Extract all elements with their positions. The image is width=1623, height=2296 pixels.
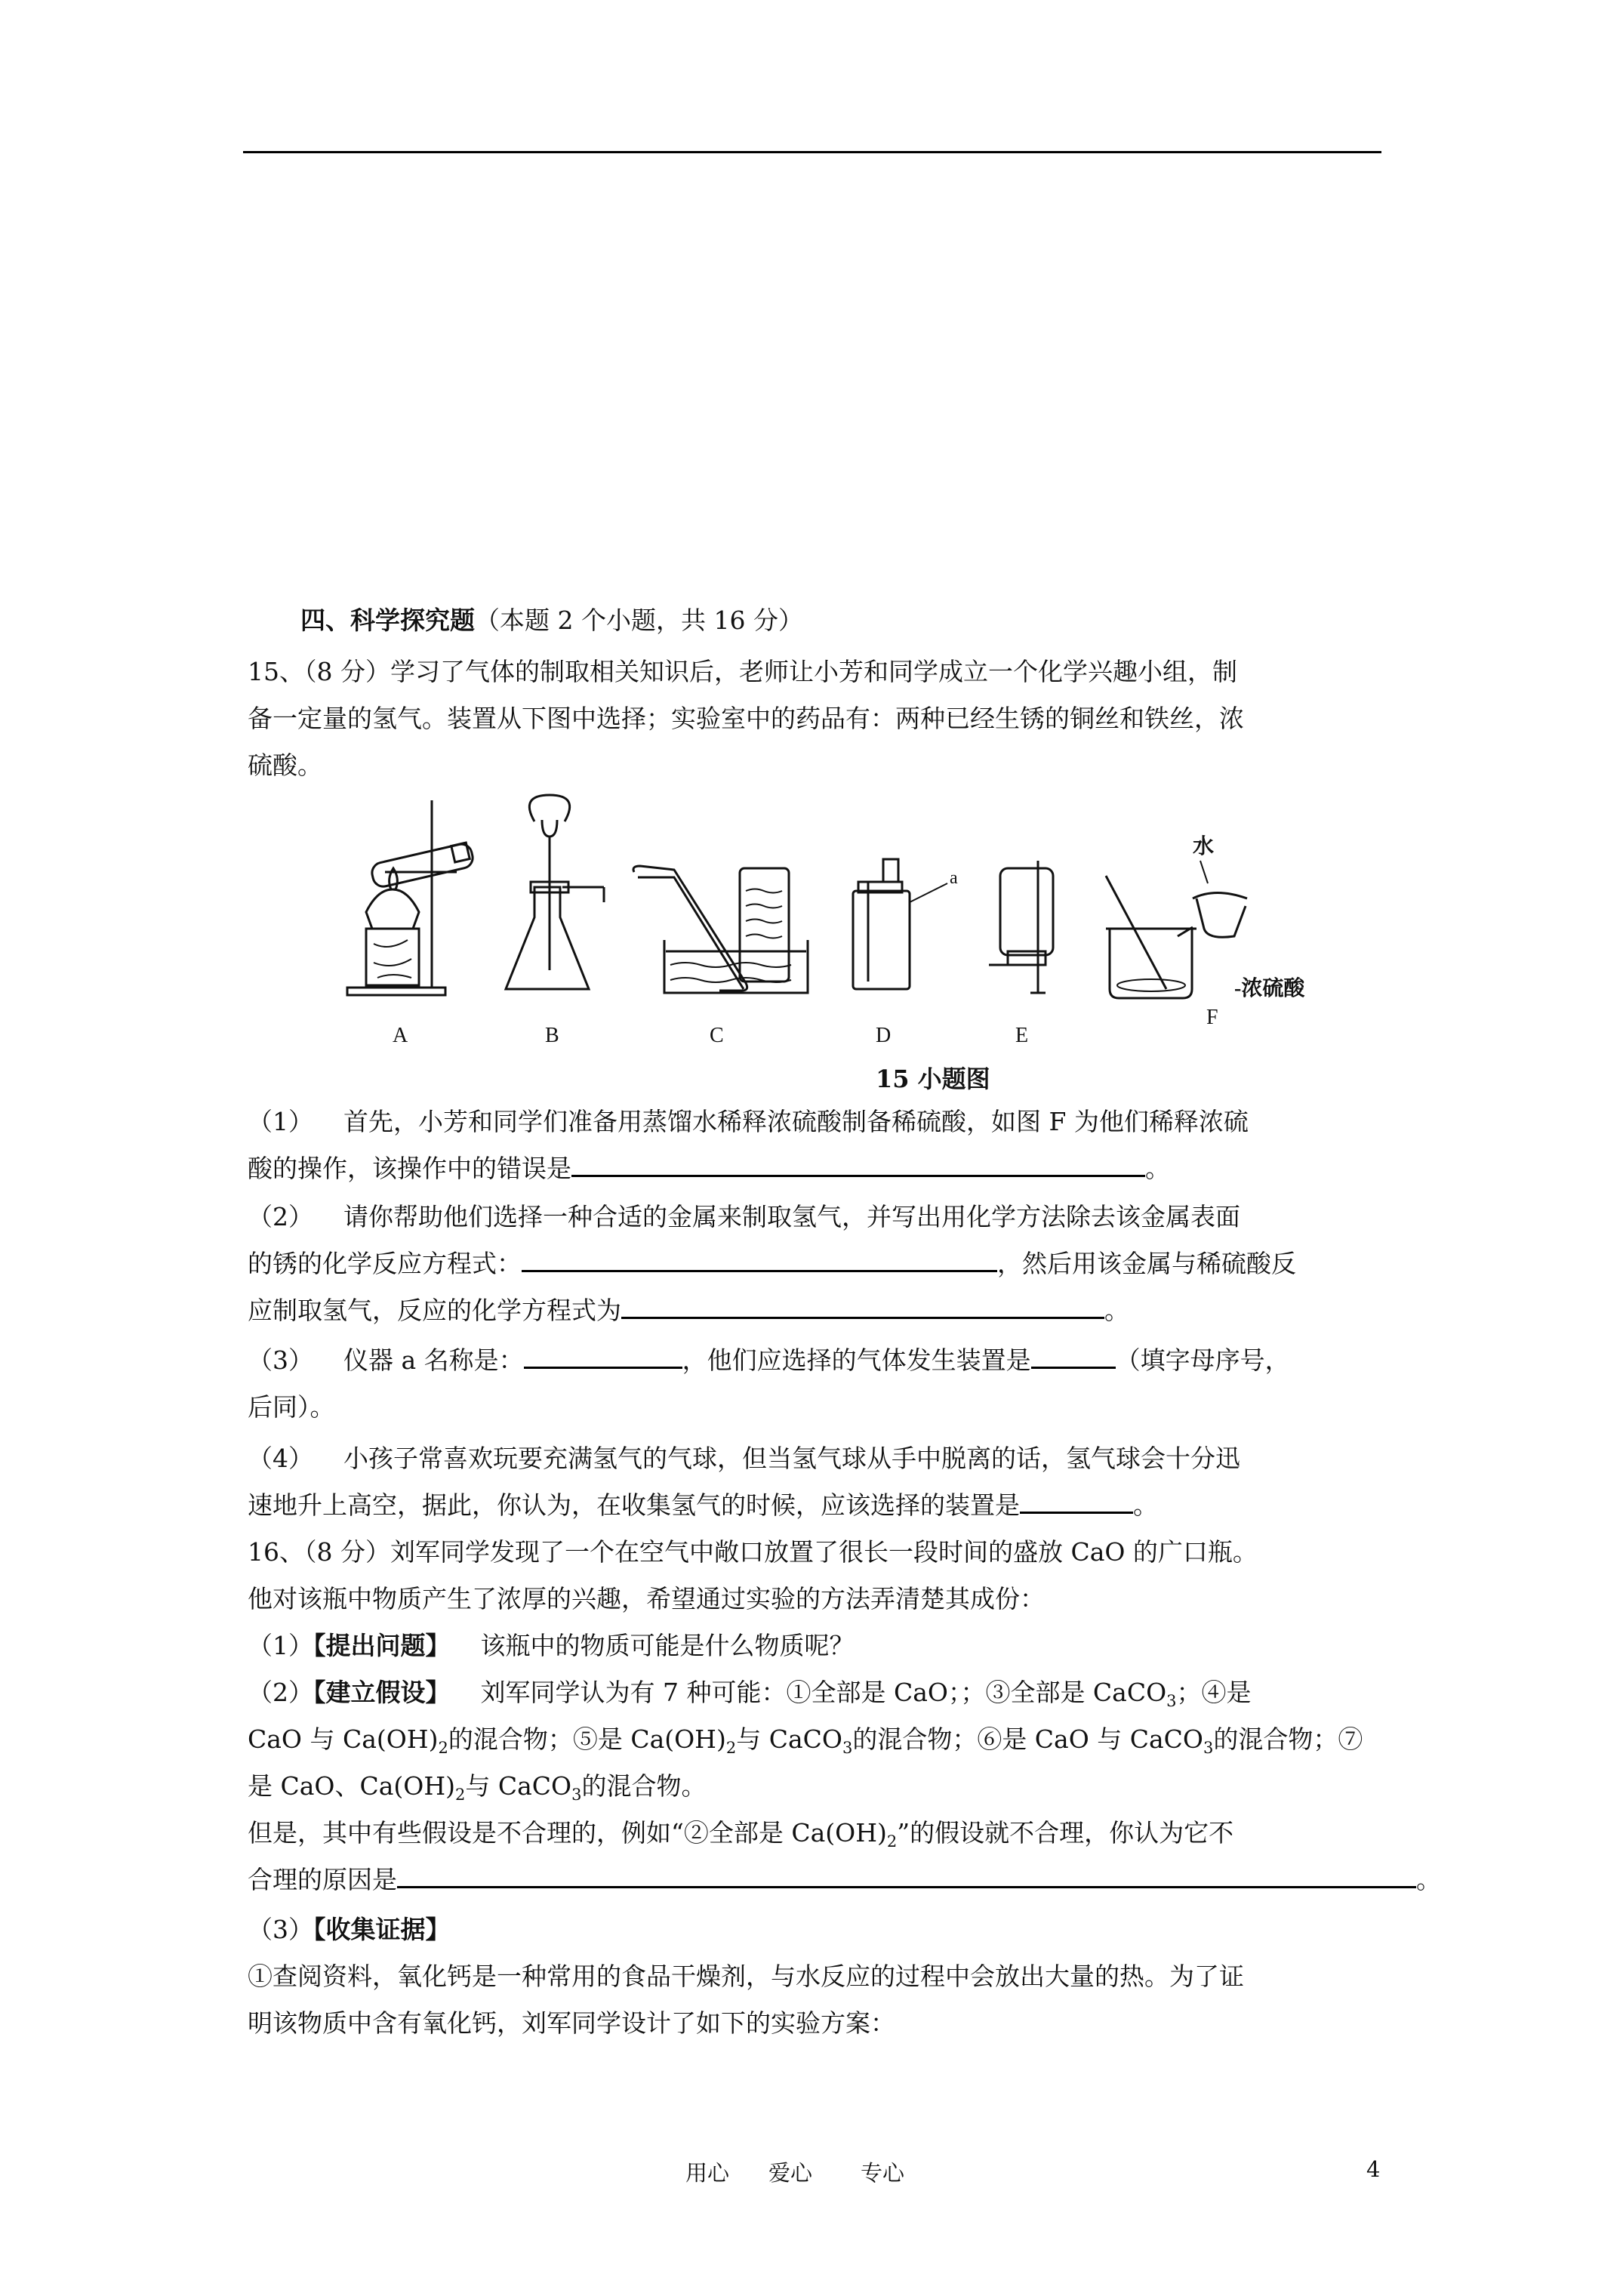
q16-s2-c3: 的混合物。 <box>581 1771 707 1801</box>
q15-p2-number: （2） <box>248 1202 313 1231</box>
apparatus-e <box>989 861 1053 1047</box>
q16-s1-number: （1） <box>248 1631 313 1660</box>
label-d: D <box>876 1024 892 1047</box>
q16-s2-e: 合理的原因是 <box>248 1865 397 1894</box>
q16-s2-b2: 的混合物；⑤是 Ca(OH) <box>448 1724 726 1754</box>
q15-p3-text3: （填字母序号， <box>1115 1345 1290 1375</box>
q16-s2-c1: 是 CaO、Ca(OH) <box>248 1771 455 1801</box>
section-note: （本题 2 个小题，共 16 分） <box>475 606 803 635</box>
q16-s2-line4 <box>248 1817 1233 1850</box>
q16-s3-number: （3） <box>248 1915 313 1944</box>
q16-s2-d1: 但是，其中有些假设是不合理的，例如“②全部是 Ca(OH) <box>248 1818 887 1848</box>
subscript: 3 <box>1203 1739 1214 1757</box>
label-e: E <box>1015 1024 1029 1047</box>
q16-s2-line2 <box>248 1723 1363 1756</box>
q15-p4-text2: 速地升上高空，据此，你认为，在收集氢气的时候，应该选择的装置是 <box>248 1490 1020 1520</box>
q16-s2-d2: ”的假设就不合理，你认为它不 <box>897 1818 1234 1848</box>
footer-text-1: 用心 <box>685 2160 730 2186</box>
q15-p3-number: （3） <box>248 1345 313 1375</box>
apparatus-c <box>633 866 808 1047</box>
q15-p1-line2 <box>248 1152 1170 1185</box>
q15-p3-line1 <box>248 1344 1290 1377</box>
label-f-water: 水 <box>1193 835 1215 858</box>
period: 。 <box>1104 1296 1129 1325</box>
q16-s1-tag: 【提出问题】 <box>313 1631 451 1660</box>
q15-p3-text2: ，他们应选择的气体发生装置是 <box>682 1345 1031 1375</box>
q16-s2-text-b: ；④是 <box>1176 1678 1252 1707</box>
q16-s2-text: 刘军同学认为有 7 种可能：①全部是 CaO；；③全部是 CaCO <box>480 1678 1167 1707</box>
page-number: 4 <box>1366 2156 1381 2182</box>
subscript: 2 <box>725 1739 737 1757</box>
q16-line2: 他对该瓶中物质产生了浓厚的兴趣，希望通过实验的方法弄清楚其成份： <box>248 1584 1045 1613</box>
q15-p1-text: 首先，小芳和同学们准备用蒸馏水稀释浓硫酸制备稀硫酸，如图 F 为他们稀释浓硫 <box>343 1107 1249 1136</box>
q16-s3 <box>248 1913 451 1946</box>
q16-s3-line2: 明该物质中含有氧化钙，刘军同学设计了如下的实验方案： <box>248 2008 895 2038</box>
label-a: A <box>393 1024 408 1047</box>
subscript: 2 <box>454 1786 466 1804</box>
q15-p2-line3 <box>248 1294 1129 1327</box>
q15-p1-number: （1） <box>248 1107 313 1136</box>
q15-line1: 15、（8 分）学习了气体的制取相关知识后，老师让小芳和同学成立一个化学兴趣小组，制 <box>248 657 1237 686</box>
answer-blank-2b[interactable] <box>621 1294 1104 1319</box>
footer-text-3: 专心 <box>861 2160 905 2186</box>
q16-s2-b5: 的混合物；⑦ <box>1213 1724 1363 1754</box>
label-f-acid: -浓硫酸 <box>1234 977 1305 1000</box>
subscript: 3 <box>842 1739 853 1757</box>
subscript: 3 <box>1166 1692 1177 1710</box>
q16-s2-c2: 与 CaCO <box>465 1771 572 1801</box>
q16-s2-b3: 与 CaCO <box>736 1724 842 1754</box>
answer-blank-4[interactable] <box>1020 1489 1133 1514</box>
label-c: C <box>710 1024 724 1047</box>
period: 。 <box>1416 1865 1441 1894</box>
answer-blank-16[interactable] <box>397 1863 1416 1888</box>
q16-s2-line5 <box>248 1863 1441 1897</box>
q15-p4-line1 <box>248 1442 1240 1475</box>
subscript: 2 <box>886 1832 898 1851</box>
answer-blank-1[interactable] <box>571 1152 1145 1177</box>
apparatus-a <box>347 800 475 1047</box>
q16-s1-text: 该瓶中的物质可能是什么物质呢？ <box>480 1631 855 1660</box>
subscript: 3 <box>571 1786 582 1804</box>
q15-p3-text: 仪器 a 名称是： <box>343 1345 524 1375</box>
subscript: 2 <box>438 1739 448 1757</box>
q16-line1: 16、（8 分）刘军同学发现了一个在空气中敞口放置了很长一段时间的盛放 CaO 的广口瓶。 <box>248 1537 1258 1567</box>
q16-s2-line3 <box>248 1770 706 1803</box>
q16-s1 <box>248 1629 855 1663</box>
label-d-a: a <box>950 868 958 888</box>
apparatus-figure <box>332 793 1374 1065</box>
answer-blank-3a[interactable] <box>524 1344 682 1369</box>
q15-p2-text3: ，然后用该金属与稀硫酸反 <box>997 1249 1296 1278</box>
figure-caption: 15 小题图 <box>876 1065 990 1093</box>
section-heading <box>300 604 803 637</box>
q15-p2-text: 请你帮助他们选择一种合适的金属来制取氢气，并写出用化学方法除去该金属表面 <box>343 1202 1240 1231</box>
apparatus-b <box>506 795 604 1047</box>
section-title: 四、科学探究题 <box>300 606 475 635</box>
q16-s2-tag: 【建立假设】 <box>313 1678 451 1707</box>
q15-p2-text2: 的锈的化学反应方程式： <box>248 1249 522 1278</box>
footer-text-2: 爱心 <box>768 2160 813 2186</box>
answer-blank-2a[interactable] <box>522 1247 997 1272</box>
q15-line3: 硫酸。 <box>248 750 322 780</box>
q15-p4-number: （4） <box>248 1444 313 1473</box>
q15-line2: 备一定量的氢气。装置从下图中选择；实验室中的药品有：两种已经生锈的铜丝和铁丝，浓 <box>248 704 1244 733</box>
q15-p2-text4: 应制取氢气，反应的化学方程式为 <box>248 1296 621 1325</box>
apparatus-f <box>1106 834 1305 1029</box>
q16-s2-line1 <box>248 1676 1252 1709</box>
q15-p4-line2 <box>248 1489 1158 1522</box>
label-f: F <box>1206 1006 1218 1029</box>
period: 。 <box>1133 1490 1158 1520</box>
q15-p3-line2: 后同）。 <box>248 1392 335 1422</box>
header-rule <box>243 151 1381 153</box>
q15-p2-line2 <box>248 1247 1296 1281</box>
period: 。 <box>1145 1154 1170 1183</box>
q16-s2-number: （2） <box>248 1678 313 1707</box>
q15-p4-text: 小孩子常喜欢玩要充满氢气的气球，但当氢气球从手中脱离的话，氢气球会十分迅 <box>343 1444 1240 1473</box>
q15-p1-line1 <box>248 1105 1249 1139</box>
q16-s3-line1: ①查阅资料，氧化钙是一种常用的食品干燥剂，与水反应的过程中会放出大量的热。为了证 <box>248 1962 1244 1991</box>
q16-s3-tag: 【收集证据】 <box>313 1915 451 1944</box>
answer-blank-3b[interactable] <box>1031 1344 1116 1369</box>
label-b: B <box>545 1024 559 1047</box>
q16-s2-b4: 的混合物；⑥是 CaO 与 CaCO <box>852 1724 1203 1754</box>
q16-s2-b1: CaO 与 Ca(OH) <box>248 1724 439 1754</box>
q15-p2-line1 <box>248 1200 1240 1234</box>
q15-p1-text2: 酸的操作，该操作中的错误是 <box>248 1154 571 1183</box>
apparatus-d <box>853 859 958 1047</box>
